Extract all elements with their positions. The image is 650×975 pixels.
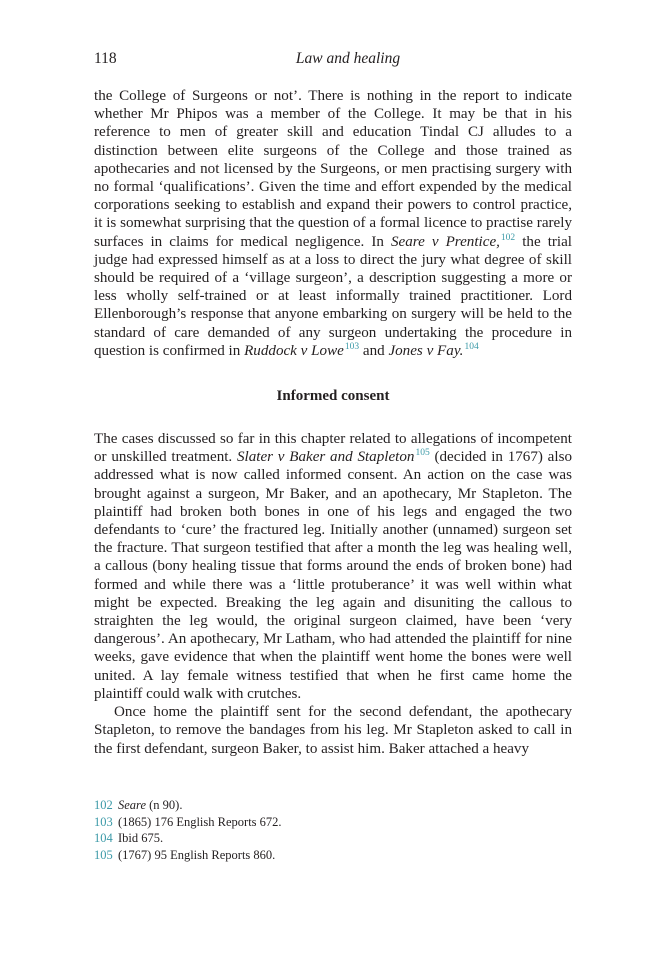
footnote — [94, 830, 572, 847]
footnote-text: (n 90). — [146, 798, 183, 812]
footnote — [94, 797, 572, 814]
case-name: Slater v Baker and Stapleton — [236, 449, 415, 466]
page-body — [94, 87, 572, 758]
text-run: (decided in 1767) also addressed what is now called informed consent. An action on the case was brought against a surgeon, Mr Baker, and an apothecary, Mr Stapleton. The plaintiff had broken both bones in one of his legs and engaged the two defendants to ‘cure’ the fractured leg. Initially another (unnamed) surgeon set the fracture. That surgeon testified that after a month the leg was healing well, a callous (bony healing tissue that forms around the ends of broken bone) had formed and while there was a ‘little protuberance’ it was well within what might be expected. Breaking the leg again and disuniting the callous to straighten the leg would, the original surgeon claimed, have been ‘very dangerous’. An apothecary, Mr Latham, who had attended the plaintiff for nine weeks, gave evidence that when the plaintiff went home the bones were well united. A lay female witness testified that when he first came home the plaintiff could walk with crutches. — [94, 449, 572, 702]
text-run: the trial judge had expressed himself as at a loss to direct the jury what degree of skill should be required of a ‘village surgeon’, a description suggesting a more or less wholly self-trained or at least informally trained practitioner. Lord Ellenborough’s response that anyone embarking on surgery will be held to the standard of care demanded of any surgeon undertaking the procedure in question is confirmed in — [94, 233, 573, 359]
footnote — [94, 814, 572, 831]
case-name: Seare v Prentice, — [390, 233, 500, 250]
page-header — [94, 50, 572, 70]
footnote-number: 104 — [94, 831, 113, 846]
footnote-ref[interactable]: 105 — [415, 448, 430, 459]
footnote-ref[interactable]: 102 — [500, 232, 516, 243]
footnotes — [94, 797, 572, 863]
footnote-number: 105 — [94, 847, 113, 862]
footnote-italic: Seare — [118, 798, 146, 812]
paragraph: Once home the plaintiff sent for the second defendant, the apothecary Stapleton, to remove the bandages from his leg. Mr Stapleton asked to call in the first defendant, surgeon Baker, to assist him. Baker attached a heavy — [94, 704, 572, 757]
page-number: 118 — [94, 50, 117, 67]
footnote-ref[interactable]: 104 — [464, 341, 479, 352]
running-title: Law and healing — [295, 50, 401, 67]
case-name: Ruddock v Lowe — [244, 342, 344, 359]
text-run: The cases discussed so far in this chapter related to allegations of incompetent or unskilled treatment. — [94, 431, 572, 466]
footnote-text: (1767) 95 English Reports 860. — [118, 847, 276, 862]
text-run: and — [359, 342, 389, 359]
footnote-text: Ibid 675. — [118, 831, 164, 846]
text-run: the College of Surgeons or not’. There is nothing in the report to indicate whether Mr Phipos was a member of the College. It may be that in his reference to men of greater skill and education Tindal CJ alludes to a distinction between elite surgeons of the College and those trained as apothecaries and not licensed by the Surgeons, or men practising surgery with no formal ‘qualifications’. Given the time and effort expended by the medical corporations seeking to establish and expand their powers to control practice, it is somewhat surprising that the question of a formal licence to practise rarely surfaces in claims for medical negligence. In — [94, 88, 572, 250]
paragraph-continued — [94, 87, 572, 360]
footnote-number: 102 — [94, 798, 113, 812]
footnote-ref[interactable]: 103 — [344, 341, 360, 352]
footnote-number: 103 — [94, 814, 113, 829]
paragraph — [94, 430, 572, 703]
section-heading: Informed consent — [276, 388, 390, 405]
footnote — [94, 847, 572, 864]
footnote-text: (1865) 176 English Reports 672. — [118, 814, 282, 829]
case-name: Jones v Fay. — [388, 342, 464, 359]
